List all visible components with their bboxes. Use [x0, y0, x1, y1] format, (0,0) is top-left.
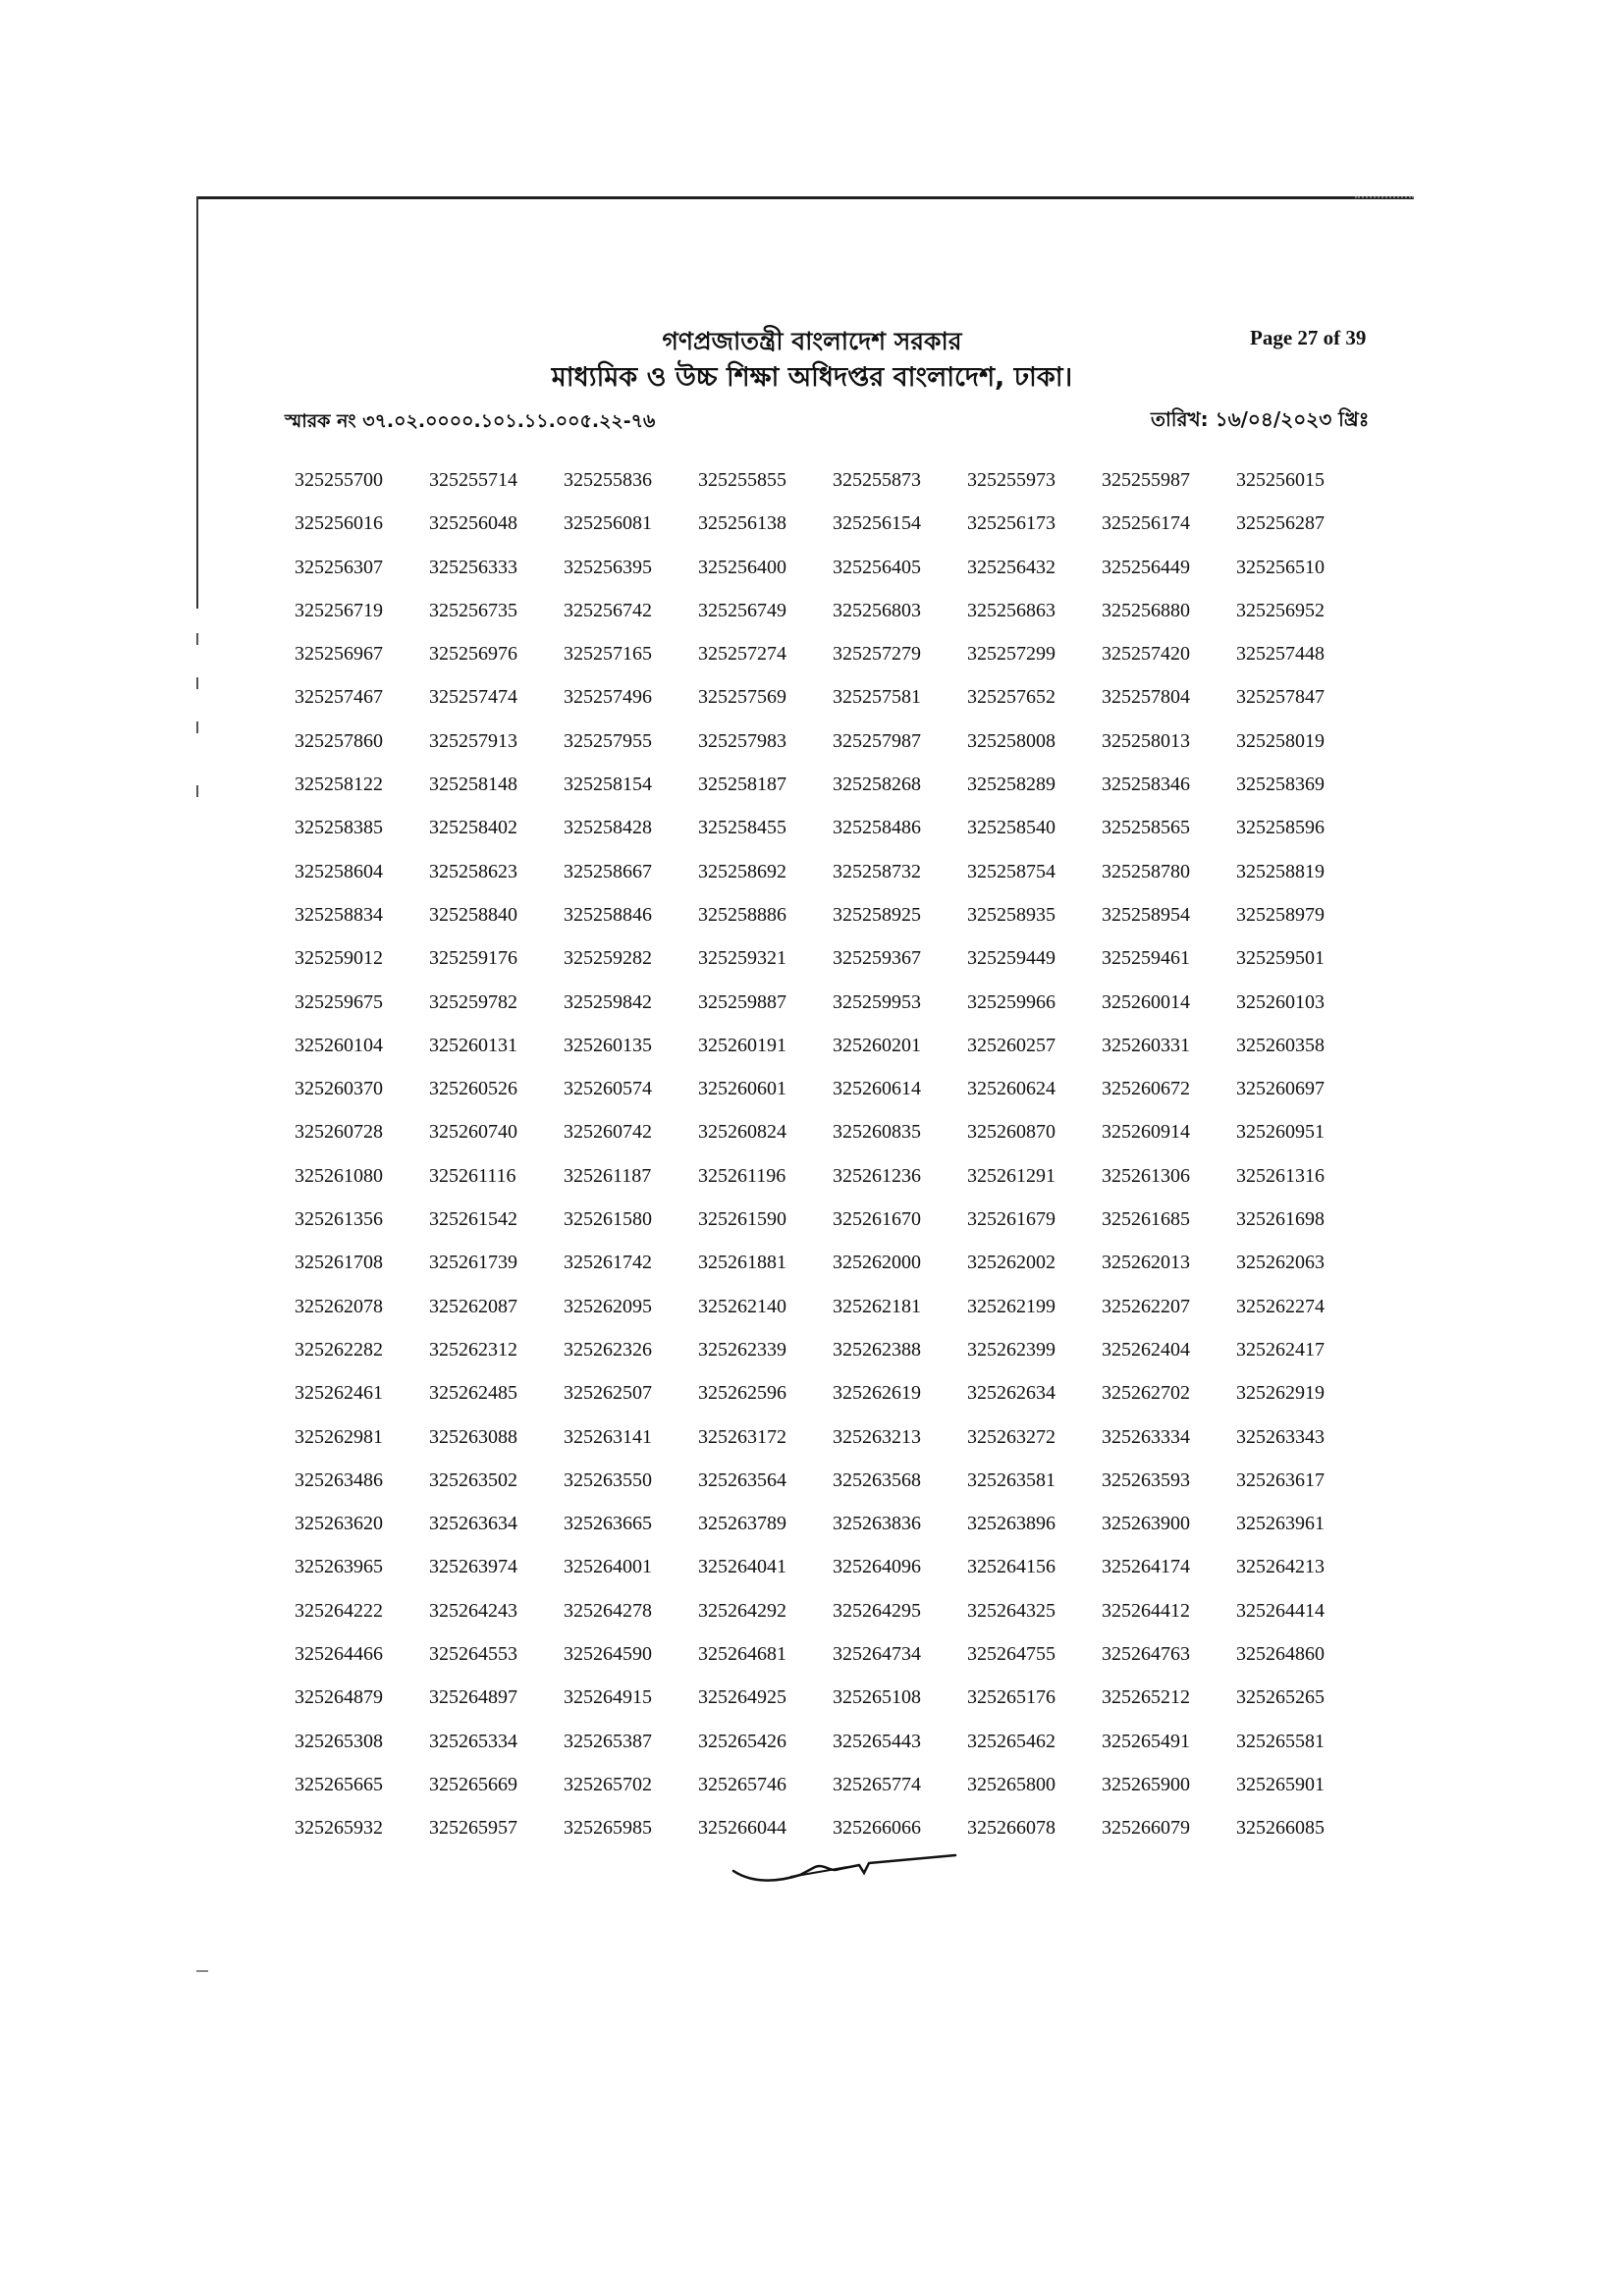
roll-number-cell: 325262919: [1236, 1382, 1325, 1405]
roll-number-cell: 325259675: [295, 990, 383, 1013]
scan-edge-mark: [196, 677, 198, 689]
roll-number-cell: 325265387: [564, 1730, 652, 1752]
roll-number-cell: 325260914: [1102, 1121, 1190, 1144]
scan-edge-mark: [196, 1970, 208, 1972]
roll-number-cell: 325256803: [833, 599, 921, 621]
roll-number-cell: 325265581: [1236, 1730, 1325, 1752]
roll-number-cell: 325256432: [967, 556, 1056, 578]
roll-number-cell: 325262087: [429, 1295, 517, 1317]
roll-number-cell: 325265774: [833, 1773, 921, 1795]
roll-number-cell: 325260870: [967, 1121, 1056, 1144]
roll-number-cell: 325261291: [967, 1164, 1056, 1187]
roll-number-cell: 325262063: [1236, 1252, 1325, 1274]
roll-number-cell: 325262702: [1102, 1382, 1190, 1405]
roll-number-cell: 325266079: [1102, 1817, 1190, 1840]
roll-number-cell: 325257420: [1102, 643, 1190, 666]
roll-number-cell: 325264466: [295, 1643, 383, 1666]
roll-number-cell: 325262181: [833, 1295, 921, 1317]
roll-number-cell: 325260614: [833, 1078, 921, 1100]
roll-number-cell: 325258846: [564, 903, 652, 926]
roll-number-cell: 325266044: [698, 1817, 786, 1840]
roll-number-cell: 325255873: [833, 469, 921, 491]
roll-number-cell: 325256138: [698, 512, 786, 535]
roll-number-cell: 325263617: [1236, 1468, 1325, 1491]
roll-number-cell: 325264414: [1236, 1599, 1325, 1622]
roll-number-cell: 325256510: [1236, 556, 1325, 578]
roll-number-cell: 325259842: [564, 990, 652, 1013]
roll-number-cell: 325257955: [564, 729, 652, 752]
roll-number-cell: 325261306: [1102, 1164, 1190, 1187]
roll-number-cell: 325258935: [967, 903, 1056, 926]
roll-number-cell: 325258623: [429, 860, 517, 882]
roll-number-cell: 325256405: [833, 556, 921, 578]
roll-number-cell: 325256735: [429, 599, 517, 621]
roll-number-cell: 325256154: [833, 512, 921, 535]
roll-number-cell: 325258540: [967, 817, 1056, 839]
roll-number-cell: 325265957: [429, 1817, 517, 1840]
roll-number-cell: 325258692: [698, 860, 786, 882]
roll-number-cell: 325264590: [564, 1643, 652, 1666]
roll-number-cell: 325256967: [295, 643, 383, 666]
roll-number-cell: 325264156: [967, 1556, 1056, 1578]
roll-number-cell: 325258187: [698, 774, 786, 796]
roll-number-cell: 325265212: [1102, 1686, 1190, 1709]
roll-number-cell: 325265334: [429, 1730, 517, 1752]
roll-number-cell: 325265176: [967, 1686, 1056, 1709]
roll-number-cell: 325258428: [564, 817, 652, 839]
roll-number-cell: 325264174: [1102, 1556, 1190, 1578]
roll-number-cell: 325257987: [833, 729, 921, 752]
roll-number-cell: 325262002: [967, 1252, 1056, 1274]
roll-number-cell: 325264763: [1102, 1643, 1190, 1666]
roll-number-cell: 325259461: [1102, 947, 1190, 970]
roll-number-cell: 325262619: [833, 1382, 921, 1405]
roll-number-cell: 325264096: [833, 1556, 921, 1578]
roll-number-cell: 325262399: [967, 1338, 1056, 1361]
roll-number-cell: 325262274: [1236, 1295, 1325, 1317]
roll-number-cell: 325262634: [967, 1382, 1056, 1405]
roll-number-cell: 325265901: [1236, 1773, 1325, 1795]
roll-number-cell: 325260257: [967, 1034, 1056, 1056]
roll-number-cell: 325264755: [967, 1643, 1056, 1666]
roll-number-cell: 325263213: [833, 1425, 921, 1448]
issue-date: তারিখ: ১৬/০৪/২০২৩ খ্রিঃ: [1151, 407, 1370, 431]
roll-number-cell: 325261236: [833, 1164, 921, 1187]
roll-number-cell: 325263665: [564, 1513, 652, 1535]
directorate-title: মাধ্যমিক ও উচ্চ শিক্ষা অধিদপ্তর বাংলাদেশ, ঢাকা।: [551, 362, 1073, 393]
roll-number-cell: 325261742: [564, 1252, 652, 1274]
roll-number-cell: 325257652: [967, 686, 1056, 709]
roll-number-cell: 325259887: [698, 990, 786, 1013]
roll-number-cell: 325259176: [429, 947, 517, 970]
roll-number-cell: 325265308: [295, 1730, 383, 1752]
roll-number-cell: 325258148: [429, 774, 517, 796]
roll-number-cell: 325259367: [833, 947, 921, 970]
roll-number-cell: 325258013: [1102, 729, 1190, 752]
roll-number-cell: 325257983: [698, 729, 786, 752]
roll-number-cell: 325255836: [564, 469, 652, 491]
roll-number-cell: 325262095: [564, 1295, 652, 1317]
roll-number-cell: 325258402: [429, 817, 517, 839]
roll-number-cell: 325257847: [1236, 686, 1325, 709]
roll-number-cell: 325257279: [833, 643, 921, 666]
roll-number-cell: 325258008: [967, 729, 1056, 752]
roll-number-cell: 325258385: [295, 817, 383, 839]
roll-number-cell: 325258886: [698, 903, 786, 926]
roll-number-cell: 325256880: [1102, 599, 1190, 621]
roll-number-cell: 325265265: [1236, 1686, 1325, 1709]
page-border-left: [196, 196, 198, 609]
roll-number-cell: 325261679: [967, 1208, 1056, 1231]
roll-number-cell: 325266066: [833, 1817, 921, 1840]
roll-number-cell: 325262013: [1102, 1252, 1190, 1274]
roll-number-cell: 325263088: [429, 1425, 517, 1448]
roll-number-cell: 325258596: [1236, 817, 1325, 839]
roll-number-cell: 325256863: [967, 599, 1056, 621]
government-title: গণপ্রজাতন্ত্রী বাংলাদেশ সরকার: [662, 327, 962, 355]
roll-number-cell: 325262404: [1102, 1338, 1190, 1361]
roll-number-cell: 325264681: [698, 1643, 786, 1666]
roll-number-cell: 325263896: [967, 1513, 1056, 1535]
roll-number-cell: 325263502: [429, 1468, 517, 1491]
roll-number-cell: 325256307: [295, 556, 383, 578]
roll-number-cell: 325264412: [1102, 1599, 1190, 1622]
roll-number-cell: 325258565: [1102, 817, 1190, 839]
roll-number-cell: 325260728: [295, 1121, 383, 1144]
roll-number-cell: 325264915: [564, 1686, 652, 1709]
roll-number-cell: 325257913: [429, 729, 517, 752]
roll-number-cell: 325264295: [833, 1599, 921, 1622]
roll-number-cell: 325255855: [698, 469, 786, 491]
roll-number-cell: 325261316: [1236, 1164, 1325, 1187]
roll-number-cell: 325265985: [564, 1817, 652, 1840]
page-number: Page 27 of 39: [1250, 326, 1367, 349]
roll-number-cell: 325259966: [967, 990, 1056, 1013]
roll-number-cell: 325258819: [1236, 860, 1325, 882]
roll-number-cell: 325261881: [698, 1252, 786, 1274]
roll-number-cell: 325263564: [698, 1468, 786, 1491]
roll-number-cell: 325256173: [967, 512, 1056, 535]
roll-number-cell: 325262282: [295, 1338, 383, 1361]
roll-number-cell: 325264292: [698, 1599, 786, 1622]
roll-number-cell: 325262388: [833, 1338, 921, 1361]
roll-number-cell: 325258780: [1102, 860, 1190, 882]
roll-number-cell: 325263568: [833, 1468, 921, 1491]
roll-number-cell: 325265491: [1102, 1730, 1190, 1752]
roll-number-cell: 325265426: [698, 1730, 786, 1752]
roll-number-cell: 325256400: [698, 556, 786, 578]
roll-number-cell: 325257569: [698, 686, 786, 709]
roll-number-cell: 325264222: [295, 1599, 383, 1622]
roll-number-cell: 325260740: [429, 1121, 517, 1144]
scan-edge-mark: [196, 721, 198, 733]
roll-number-cell: 325260526: [429, 1078, 517, 1100]
roll-number-cell: 325260331: [1102, 1034, 1190, 1056]
roll-number-cell: 325263141: [564, 1425, 652, 1448]
roll-number-cell: 325259501: [1236, 947, 1325, 970]
roll-number-cell: 325263974: [429, 1556, 517, 1578]
roll-number-cell: 325255700: [295, 469, 383, 491]
roll-number-cell: 325256749: [698, 599, 786, 621]
roll-number-cell: 325263550: [564, 1468, 652, 1491]
roll-number-cell: 325265108: [833, 1686, 921, 1709]
roll-number-cell: 325263172: [698, 1425, 786, 1448]
roll-number-cell: 325256952: [1236, 599, 1325, 621]
roll-number-cell: 325260574: [564, 1078, 652, 1100]
roll-number-cell: 325256333: [429, 556, 517, 578]
roll-number-cell: 325265900: [1102, 1773, 1190, 1795]
roll-number-cell: 325259012: [295, 947, 383, 970]
roll-number-cell: 325258289: [967, 774, 1056, 796]
memo-number: স্মারক নং ৩৭.০২.০০০০.১০১.১১.০০৫.২২-৭৬: [285, 410, 656, 432]
roll-number-cell: 325264278: [564, 1599, 652, 1622]
roll-number-cell: 325258019: [1236, 729, 1325, 752]
roll-number-cell: 325260835: [833, 1121, 921, 1144]
roll-number-cell: 325257581: [833, 686, 921, 709]
roll-number-cell: 325259321: [698, 947, 786, 970]
roll-number-cell: 325262207: [1102, 1295, 1190, 1317]
roll-number-cell: 325256015: [1236, 469, 1325, 491]
roll-number-cell: 325256976: [429, 643, 517, 666]
roll-number-cell: 325265932: [295, 1817, 383, 1840]
roll-number-cell: 325260191: [698, 1034, 786, 1056]
roll-number-cell: 325256719: [295, 599, 383, 621]
roll-number-cell: 325263836: [833, 1513, 921, 1535]
roll-number-cell: 325261590: [698, 1208, 786, 1231]
roll-number-cell: 325266078: [967, 1817, 1056, 1840]
roll-number-cell: 325260672: [1102, 1078, 1190, 1100]
roll-number-cell: 325261580: [564, 1208, 652, 1231]
roll-number-cell: 325255973: [967, 469, 1056, 491]
roll-number-cell: 325265669: [429, 1773, 517, 1795]
roll-number-cell: 325264041: [698, 1556, 786, 1578]
roll-number-cell: 325256174: [1102, 512, 1190, 535]
roll-number-cell: 325264553: [429, 1643, 517, 1666]
roll-number-cell: 325258925: [833, 903, 921, 926]
roll-number-cell: 325262199: [967, 1295, 1056, 1317]
roll-number-cell: 325262339: [698, 1338, 786, 1361]
roll-number-cell: 325262417: [1236, 1338, 1325, 1361]
roll-number-cell: 325266085: [1236, 1817, 1325, 1840]
roll-number-cell: 325263272: [967, 1425, 1056, 1448]
roll-number-cell: 325264213: [1236, 1556, 1325, 1578]
scan-edge-mark: [196, 633, 198, 645]
roll-number-cell: 325257274: [698, 643, 786, 666]
roll-number-cell: 325259282: [564, 947, 652, 970]
roll-number-cell: 325258840: [429, 903, 517, 926]
roll-number-cell: 325256016: [295, 512, 383, 535]
roll-number-table: [295, 468, 1371, 1860]
roll-number-cell: 325260824: [698, 1121, 786, 1144]
roll-number-cell: 325262326: [564, 1338, 652, 1361]
roll-number-cell: 325258979: [1236, 903, 1325, 926]
roll-number-cell: 325263334: [1102, 1425, 1190, 1448]
roll-number-cell: 325264897: [429, 1686, 517, 1709]
roll-number-cell: 325263634: [429, 1513, 517, 1535]
roll-number-cell: 325260601: [698, 1078, 786, 1100]
roll-number-cell: 325257448: [1236, 643, 1325, 666]
roll-number-cell: 325260014: [1102, 990, 1190, 1013]
roll-number-cell: 325259449: [967, 947, 1056, 970]
roll-number-cell: 325256395: [564, 556, 652, 578]
roll-number-cell: 325258954: [1102, 903, 1190, 926]
roll-number-cell: 325261116: [429, 1164, 516, 1187]
roll-number-cell: 325262507: [564, 1382, 652, 1405]
roll-number-cell: 325264925: [698, 1686, 786, 1709]
roll-number-cell: 325257804: [1102, 686, 1190, 709]
roll-number-cell: 325264734: [833, 1643, 921, 1666]
roll-number-cell: 325265746: [698, 1773, 786, 1795]
roll-number-cell: 325255714: [429, 469, 517, 491]
roll-number-cell: 325265443: [833, 1730, 921, 1752]
roll-number-cell: 325260951: [1236, 1121, 1325, 1144]
roll-number-cell: 325260103: [1236, 990, 1325, 1013]
roll-number-cell: 325261080: [295, 1164, 383, 1187]
roll-number-cell: 325265702: [564, 1773, 652, 1795]
roll-number-cell: 325262078: [295, 1295, 383, 1317]
roll-number-cell: 325264001: [564, 1556, 652, 1578]
roll-number-cell: 325258346: [1102, 774, 1190, 796]
roll-number-cell: 325262596: [698, 1382, 786, 1405]
roll-number-cell: 325263900: [1102, 1513, 1190, 1535]
roll-number-cell: 325261739: [429, 1252, 517, 1274]
roll-number-cell: 325265800: [967, 1773, 1056, 1795]
roll-number-cell: 325259953: [833, 990, 921, 1013]
roll-number-cell: 325261196: [698, 1164, 786, 1187]
roll-number-cell: 325262140: [698, 1295, 786, 1317]
roll-number-cell: 325257299: [967, 643, 1056, 666]
roll-number-cell: 325260624: [967, 1078, 1056, 1100]
roll-number-cell: 325264243: [429, 1599, 517, 1622]
roll-number-cell: 325262485: [429, 1382, 517, 1405]
roll-number-cell: 325257496: [564, 686, 652, 709]
roll-number-cell: 325260201: [833, 1034, 921, 1056]
roll-number-cell: 325257165: [564, 643, 652, 666]
roll-number-cell: 325257474: [429, 686, 517, 709]
roll-number-cell: 325264860: [1236, 1643, 1325, 1666]
roll-number-cell: 325257467: [295, 686, 383, 709]
roll-number-cell: 325260742: [564, 1121, 652, 1144]
page-border-top-tail: [1355, 196, 1414, 200]
roll-number-cell: 325261356: [295, 1208, 383, 1231]
roll-number-cell: 325261187: [564, 1164, 652, 1187]
roll-number-cell: 325263965: [295, 1556, 383, 1578]
roll-number-cell: 325261708: [295, 1252, 383, 1274]
roll-number-cell: 325263593: [1102, 1468, 1190, 1491]
roll-number-cell: 325260135: [564, 1034, 652, 1056]
roll-number-cell: 325258486: [833, 817, 921, 839]
roll-number-cell: 325265462: [967, 1730, 1056, 1752]
roll-number-cell: 325256048: [429, 512, 517, 535]
roll-number-cell: 325258122: [295, 774, 383, 796]
roll-number-cell: 325258268: [833, 774, 921, 796]
roll-number-cell: 325263961: [1236, 1513, 1325, 1535]
scan-edge-mark: [196, 785, 198, 797]
roll-number-cell: 325261670: [833, 1208, 921, 1231]
roll-number-cell: 325264325: [967, 1599, 1056, 1622]
roll-number-cell: 325257860: [295, 729, 383, 752]
roll-number-cell: 325258455: [698, 817, 786, 839]
roll-number-cell: 325262000: [833, 1252, 921, 1274]
roll-number-cell: 325263789: [698, 1513, 786, 1535]
roll-number-cell: 325255987: [1102, 469, 1190, 491]
roll-number-cell: 325263581: [967, 1468, 1056, 1491]
roll-number-cell: 325258732: [833, 860, 921, 882]
roll-number-cell: 325261698: [1236, 1208, 1325, 1231]
roll-number-cell: 325263620: [295, 1513, 383, 1535]
roll-number-cell: 325261685: [1102, 1208, 1190, 1231]
roll-number-cell: 325256449: [1102, 556, 1190, 578]
roll-number-cell: 325258754: [967, 860, 1056, 882]
signature-image: [731, 1853, 957, 1902]
roll-number-cell: 325256742: [564, 599, 652, 621]
roll-number-cell: 325262461: [295, 1382, 383, 1405]
page-border-top: [196, 196, 1414, 199]
roll-number-cell: 325261542: [429, 1208, 517, 1231]
roll-number-cell: 325258834: [295, 903, 383, 926]
roll-number-cell: 325260370: [295, 1078, 383, 1100]
roll-number-cell: 325258369: [1236, 774, 1325, 796]
roll-number-cell: 325258154: [564, 774, 652, 796]
roll-number-cell: 325259782: [429, 990, 517, 1013]
roll-number-cell: 325263486: [295, 1468, 383, 1491]
roll-number-cell: 325256081: [564, 512, 652, 535]
roll-number-cell: 325262981: [295, 1425, 383, 1448]
roll-number-cell: 325260131: [429, 1034, 517, 1056]
roll-number-cell: 325265665: [295, 1773, 383, 1795]
roll-number-cell: 325264879: [295, 1686, 383, 1709]
roll-number-cell: 325260697: [1236, 1078, 1325, 1100]
roll-number-cell: 325262312: [429, 1338, 517, 1361]
roll-number-cell: 325260358: [1236, 1034, 1325, 1056]
roll-number-cell: 325258604: [295, 860, 383, 882]
roll-number-cell: 325258667: [564, 860, 652, 882]
roll-number-cell: 325256287: [1236, 512, 1325, 535]
roll-number-cell: 325260104: [295, 1034, 383, 1056]
roll-number-cell: 325263343: [1236, 1425, 1325, 1448]
